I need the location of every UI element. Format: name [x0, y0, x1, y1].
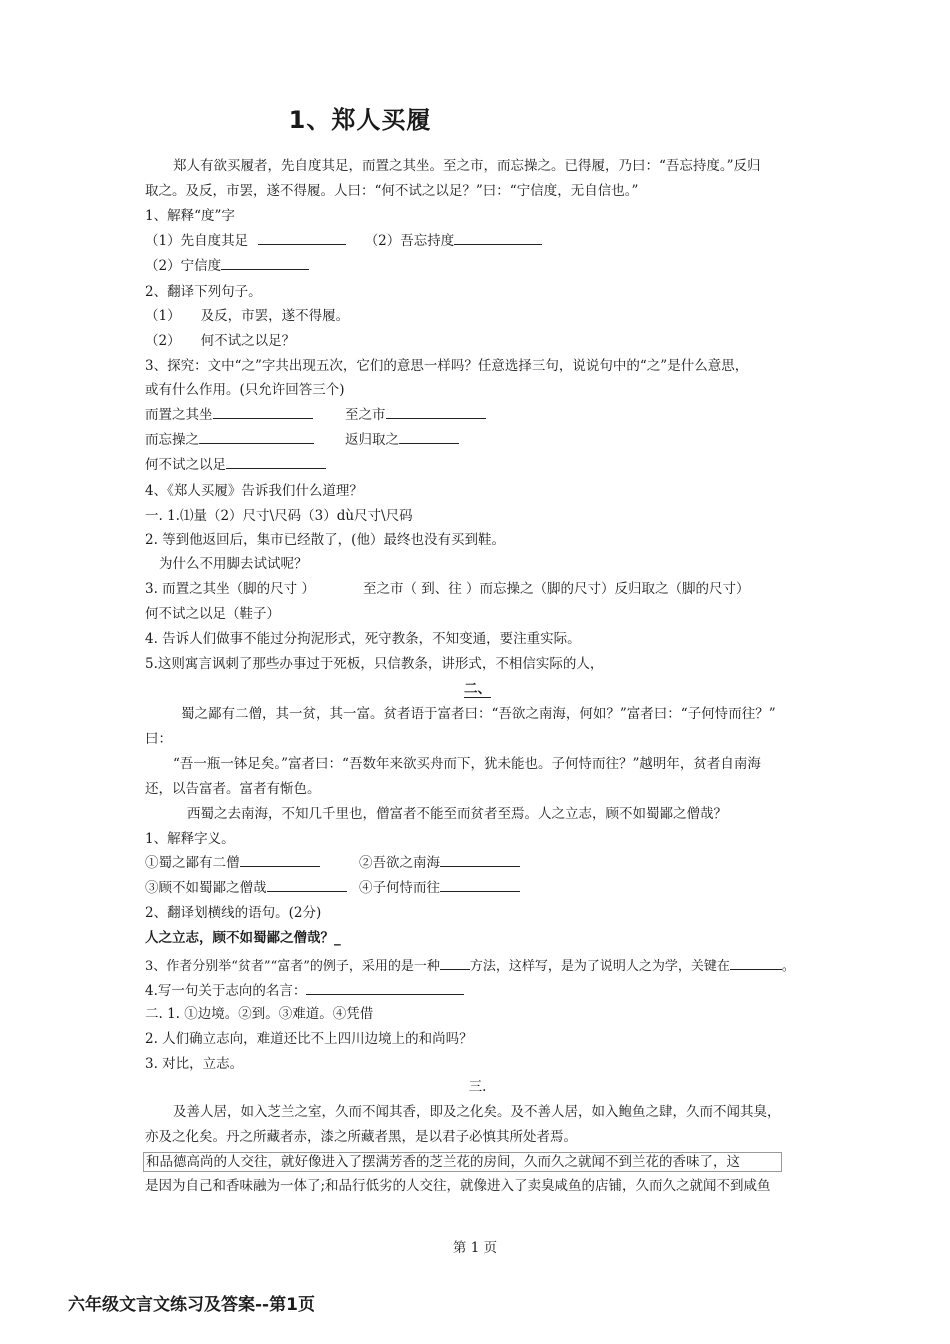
- phrase: ③顾不如蜀鄙之僧哉: [145, 880, 267, 896]
- section-2-heading: [145, 680, 810, 698]
- answer-4: 4. 告诉人们做事不能过分拘泥形式，死守教条，不知变通，要注重实际。: [145, 631, 581, 647]
- question-2b-text: 何不试之以足？: [200, 333, 296, 349]
- passage-3-line-1: 及善人居，如入芝兰之室，久而不闻其香，即及之化矣。及不善人居，如入鲍鱼之肆，久而不闻其臭，: [173, 1104, 781, 1120]
- s2-question-1-row-1: [145, 852, 440, 872]
- question-1b-text: （2）吾忘持度: [364, 233, 455, 249]
- answer-blank[interactable]: [221, 255, 309, 270]
- answer-3-line-2: 何不试之以足（鞋子）: [145, 606, 280, 622]
- passage-2-line-3: “吾一瓶一钵足矣。”富者曰：“吾数年来欲买舟而下，犹未能也。子何恃而往？”越明年，贫者自南海: [173, 756, 761, 772]
- s2-answer-2: 2. 人们确立志向，难道还比不上四川边境上的和尚吗？: [145, 1031, 473, 1047]
- answer-blank[interactable]: [454, 230, 542, 245]
- document-footer-title: 六年级文言文练习及答案--第1页: [68, 1295, 315, 1315]
- question-2b: [145, 332, 295, 350]
- question-1a: [145, 230, 542, 250]
- s2-question-2: 2、翻译划横线的语句。(2分): [145, 905, 322, 921]
- phrase: 而置之其坐: [145, 407, 213, 423]
- item-number: （2）: [145, 333, 181, 349]
- s2-question-1-row-2: [145, 877, 440, 897]
- answer-3-line-1: [145, 580, 750, 598]
- phrase: 返归取之: [345, 432, 399, 448]
- answer-blank[interactable]: [440, 955, 470, 970]
- passage-2-line-2: 曰：: [145, 731, 172, 747]
- answer-blank[interactable]: [226, 454, 326, 469]
- phrase: 而忘操之: [145, 432, 199, 448]
- answer-blank[interactable]: [440, 852, 520, 867]
- question-1c: [145, 255, 309, 275]
- question-2-heading: 2、翻译下列句子。: [145, 284, 262, 300]
- s2-answer-3: 3. 对比，立志。: [145, 1056, 244, 1072]
- answer-blank[interactable]: [440, 877, 520, 892]
- question-1-heading: 1、解释“度”字: [145, 208, 235, 224]
- answer-2: 2. 等到他返回后，集市已经散了，(他）最终也没有买到鞋。: [145, 532, 505, 548]
- answer-blank[interactable]: [399, 429, 459, 444]
- translation-line-2: 是因为自己和香味融为一体了;和品行低劣的人交往，就像进入了卖臭咸鱼的店铺，久而久之就闻不到咸鱼: [145, 1178, 771, 1194]
- answer-3b: 至之市（ 到、往 ）而忘操之（脚的尺寸）反归取之（脚的尺寸）: [362, 581, 750, 597]
- s2-question-4: [145, 980, 464, 1000]
- question-1a-text: （1）先自度其足: [145, 233, 249, 249]
- answer-blank[interactable]: [258, 230, 346, 245]
- passage-1-line-2: 取之。及反，市罢，遂不得履。人曰：“何不试之以足？”曰：“宁信度，无自信也。”: [145, 183, 639, 199]
- question-3-row-2: [145, 429, 399, 449]
- passage-3-line-2: 亦及之化矣。丹之所藏者赤，漆之所藏者黑，是以君子必慎其所处者焉。: [145, 1129, 577, 1145]
- question-3-line-1: 3、探究：文中“之”字共出现五次，它们的意思一样吗？任意选择三句，说说句中的“之”是什么意思，: [145, 358, 749, 374]
- question-4: 4、《郑人买履》告诉我们什么道理？: [145, 483, 363, 499]
- section-2-heading-text: 二、: [464, 681, 491, 697]
- s2-question-3: [145, 955, 795, 976]
- passage-1-line-1: 郑人有欲买履者，先自度其足，而置之其坐。至之市，而忘操之。已得履，乃曰：“吾忘持度。”反归: [173, 158, 761, 174]
- phrase: 何不试之以足: [145, 457, 226, 473]
- s2-answer-1: 二. 1. ①边境。②到。③难道。④凭借: [145, 1006, 374, 1022]
- phrase: 至之市: [345, 407, 386, 423]
- phrase: ④子何恃而往: [359, 880, 440, 896]
- answer-blank[interactable]: [199, 429, 314, 444]
- answer-blank[interactable]: [730, 955, 782, 970]
- question-3-row-3: [145, 454, 326, 474]
- answer-blank[interactable]: [267, 877, 347, 892]
- answer-blank[interactable]: [306, 980, 464, 995]
- question-2a-text: 及反，市罢，遂不得履。: [200, 308, 350, 324]
- s2-question-3-end: 。: [781, 959, 795, 974]
- section-3-heading: 三.: [468, 1079, 487, 1095]
- answer-2-cont: 为什么不用脚去试试呢？: [159, 556, 308, 572]
- answer-blank[interactable]: [213, 404, 313, 419]
- document-title: 1、郑人买履: [288, 106, 432, 134]
- answer-1: 一. 1.⑴量（2）尺寸\尺码（3）dù尺寸\尺码: [145, 508, 413, 524]
- phrase: ①蜀之鄙有二僧: [145, 855, 240, 871]
- page-number: 第 1 页: [452, 1240, 498, 1256]
- answer-5: 5.这则寓言讽刺了那些办事过于死板，只信教条，讲形式，不相信实际的人，: [145, 656, 604, 672]
- passage-2-line-5: 西蜀之去南海，不知几千里也，僧富者不能至而贫者至焉。人之立志，顾不如蜀鄙之僧哉？: [187, 806, 727, 822]
- answer-3a: 3. 而置之其坐（脚的尺寸 ）: [145, 581, 315, 597]
- answer-blank[interactable]: [240, 852, 320, 867]
- item-number: （1）: [145, 308, 181, 324]
- translation-line-1: 和品德高尚的人交往，就好像进入了摆满芳香的芝兰花的房间，久而久之就闻不到兰花的香味了，这: [143, 1152, 782, 1172]
- answer-blank[interactable]: [386, 404, 486, 419]
- question-1c-text: （2）宁信度: [145, 258, 222, 274]
- question-3-line-2: 或有什么作用。(只允许回答三个): [145, 382, 345, 398]
- phrase: ②吾欲之南海: [359, 855, 440, 871]
- s2-question-3-part-1: 3、作者分别举“贫者”“富者”的例子，采用的是一种: [145, 959, 440, 974]
- question-3-row-1: [145, 404, 386, 424]
- s2-question-4-text: 4.写一句关于志向的名言：: [145, 983, 307, 999]
- s2-question-3-part-2: 方法，这样写，是为了说明人之为学，关键在: [469, 959, 730, 974]
- passage-2-line-4: 还，以告富者。富者有惭色。: [145, 781, 321, 797]
- s2-question-2-sentence: 人之立志，顾不如蜀鄙之僧哉？_: [145, 930, 341, 946]
- passage-2-line-1: 蜀之鄙有二僧，其一贫，其一富。贫者语于富者曰：“吾欲之南海，何如？”富者曰：“子何恃而往？”: [181, 706, 776, 722]
- question-2a: [145, 307, 349, 325]
- s2-question-1-heading: 1、解释字义。: [145, 831, 235, 847]
